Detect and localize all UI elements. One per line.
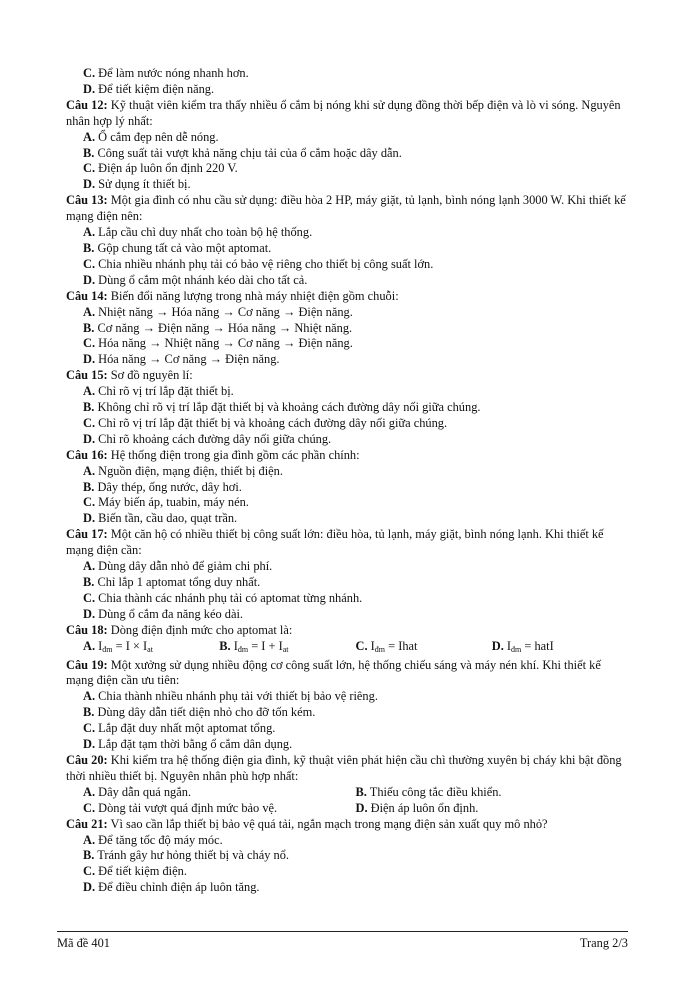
answer-options-row [66, 801, 628, 817]
answer-option [66, 225, 628, 241]
subscript: đm [102, 644, 113, 654]
option-text: = I + I [248, 638, 283, 653]
question [66, 658, 628, 690]
option-text: Để làm nước nóng nhanh hơn. [95, 66, 249, 80]
option-label: D. [83, 272, 96, 287]
option-text: I [367, 638, 375, 653]
question [66, 527, 628, 559]
option-label: D. [83, 880, 96, 895]
option-label: B. [83, 575, 95, 589]
option-text: Nhiệt năng → Hóa năng → Cơ năng → Điện năng. [95, 304, 353, 319]
question-text: Khi kiểm tra hệ thống điện gia đình, kỹ thuật viên phát hiện cầu chì thường xuyên bị cháy khi bật đồng thời nhiều thiết bị. Nguyên nhân phù hợp nhất: [66, 752, 622, 783]
option-label: C. [83, 864, 96, 879]
question-number: Câu 21: [66, 816, 108, 831]
answer-option [66, 177, 628, 193]
option-text: Để điều chỉnh điện áp luôn tăng. [95, 880, 260, 895]
page-number: Trang 2/3 [579, 936, 628, 950]
option-text: I [503, 638, 512, 653]
question [66, 98, 628, 130]
answer-option [66, 833, 628, 849]
option-label: C. [83, 495, 96, 510]
option-text: Để tiết kiệm điện năng. [95, 81, 215, 96]
answer-option [66, 607, 628, 623]
option-text: Chỉ rõ vị trí lắp đặt thiết bị. [95, 384, 234, 399]
option-label: B. [83, 145, 95, 160]
answer-option [83, 639, 219, 658]
answer-option [66, 480, 628, 496]
question-text: Sơ đồ nguyên lí: [107, 368, 193, 383]
option-label: A. [83, 384, 96, 399]
option-text: Lắp cầu chì duy nhất cho toàn bộ hệ thống. [95, 225, 313, 240]
question-number: Câu 12: [66, 97, 108, 112]
answer-option [66, 495, 628, 511]
option-label: B. [83, 240, 95, 255]
subscript: đm [511, 644, 522, 654]
option-text: Hóa năng → Cơ năng → Điện năng. [95, 352, 280, 367]
question-text: Một căn hộ có nhiều thiết bị công suất lớn: điều hòa, tủ lạnh, máy giặt, bình nóng lạnh. Khi thiết kế mạng điện cần: [66, 527, 604, 558]
option-label: A. [83, 559, 96, 574]
option-text: Dùng dây dẫn nhỏ để giảm chi phí. [95, 559, 273, 574]
answer-options-row [66, 785, 628, 801]
answer-option [66, 161, 628, 177]
answer-option [83, 801, 356, 817]
option-text: Biến tần, cầu dao, quạt trần. [95, 511, 238, 526]
option-label: D. [83, 511, 96, 526]
question-text: Vì sao cần lắp thiết bị bảo vệ quá tải, ngắn mạch trong mạng điện sản xuất quy mô nhỏ? [107, 816, 548, 831]
option-text: Dùng ổ cắm một nhánh kéo dài cho tất cả. [95, 272, 308, 287]
answer-option [66, 432, 628, 448]
question [66, 623, 628, 639]
option-label: A. [83, 689, 96, 704]
question-number: Câu 14: [66, 288, 108, 303]
question [66, 289, 628, 305]
answer-option [66, 384, 628, 400]
answer-option [83, 785, 356, 801]
answer-option [66, 591, 628, 607]
answer-option [66, 400, 628, 416]
answer-option [356, 785, 629, 801]
answer-option [66, 416, 628, 432]
exam-content [66, 66, 628, 896]
option-label: B. [83, 848, 95, 863]
option-label: A. [83, 832, 96, 847]
answer-option [66, 66, 628, 82]
option-text: Chỉ rõ khoảng cách đường dây nối giữa chúng. [95, 431, 332, 446]
option-label: A. [83, 784, 96, 799]
option-label: C. [355, 638, 368, 653]
option-label: B. [83, 705, 95, 720]
option-label: A. [83, 463, 96, 478]
question [66, 753, 628, 785]
answer-option [66, 737, 628, 753]
answer-option [66, 257, 628, 273]
option-label: A. [83, 129, 96, 144]
option-label: A. [83, 638, 96, 653]
answer-option [66, 146, 628, 162]
option-label: B. [219, 638, 231, 653]
option-text: Lắp đặt duy nhất một aptomat tổng. [95, 721, 276, 736]
option-label: D. [83, 737, 96, 752]
question-text: Dòng điện định mức cho aptomat là: [107, 622, 293, 637]
option-text: Thiếu công tắc điều khiển. [366, 784, 502, 799]
option-text: I [95, 638, 103, 653]
option-label: C. [83, 721, 96, 736]
answer-option [66, 880, 628, 896]
page-footer [57, 931, 628, 951]
option-text: Chia thành nhiều nhánh phụ tải với thiết bị bảo vệ riêng. [95, 689, 378, 704]
answer-option [66, 511, 628, 527]
option-text: Ổ cắm đẹp nên dễ nóng. [95, 129, 219, 144]
option-text: Sử dụng ít thiết bị. [95, 177, 191, 192]
question-text: Kỹ thuật viên kiểm tra thấy nhiều ổ cắm bị nóng khi sử dụng đồng thời bếp điện và lò vi sóng. Nguyên nhân hợp lý nhất: [66, 97, 621, 128]
option-label: A. [83, 225, 96, 240]
question [66, 368, 628, 384]
option-label: D. [83, 177, 96, 192]
option-label: B. [83, 400, 95, 415]
option-label: B. [355, 784, 367, 799]
option-label: D. [83, 352, 96, 367]
answer-option [66, 559, 628, 575]
option-label: C. [83, 256, 96, 271]
question-number: Câu 16: [66, 447, 108, 462]
subscript: đm [237, 644, 249, 654]
option-text: Tránh gây hư hỏng thiết bị và cháy nổ. [94, 848, 289, 863]
answer-option [219, 639, 355, 658]
answer-option [66, 305, 628, 321]
option-text: Để tiết kiệm điện. [95, 864, 187, 879]
option-text: = I × I [112, 638, 148, 653]
question-text: Hệ thống điện trong gia đình gồm các phần chính: [107, 447, 360, 462]
answer-option [66, 464, 628, 480]
option-text: Lắp đặt tạm thời bằng ổ cắm dân dụng. [95, 737, 293, 752]
question-number: Câu 20: [66, 752, 108, 767]
question-text: Một xưởng sử dụng nhiều động cơ công suất lớn, hệ thống chiếu sáng và máy nén khí. Khi thiết kế mạng điện cần ưu tiên: [66, 657, 601, 688]
subscript: at [282, 644, 289, 654]
option-text: Chia thành các nhánh phụ tải có aptomat từng nhánh. [95, 590, 363, 605]
answer-option [66, 864, 628, 880]
question [66, 817, 628, 833]
option-text: Nguồn điện, mạng điện, thiết bị điện. [95, 463, 283, 478]
option-text: Dây dẫn quá ngắn. [95, 784, 192, 799]
subscript: at [147, 644, 153, 654]
question-text: Một gia đình có nhu cầu sử dụng: điều hòa 2 HP, máy giặt, tủ lạnh, bình nóng lạnh 3000 W. Khi thiết kế mạng điện nên: [66, 193, 626, 224]
option-text: Dây thép, ống nước, dây hơi. [94, 479, 242, 494]
question-number: Câu 13: [66, 193, 108, 208]
answer-option [66, 848, 628, 864]
answer-options-row [66, 639, 628, 658]
option-label: C. [83, 66, 96, 80]
answer-option [66, 705, 628, 721]
question-number: Câu 15: [66, 368, 108, 383]
question-number: Câu 17: [66, 527, 108, 542]
option-label: C. [83, 415, 96, 430]
option-text: Dùng dây dẫn tiết diện nhỏ cho đỡ tốn kém. [94, 705, 316, 720]
option-text: Chỉ lắp 1 aptomat tổng duy nhất. [94, 575, 261, 589]
question-number: Câu 18: [66, 622, 108, 637]
option-text: Dùng ổ cắm đa năng kéo dài. [95, 606, 244, 621]
answer-option [66, 82, 628, 98]
answer-option [492, 639, 628, 658]
option-text: Máy biến áp, tuabin, máy nén. [95, 495, 249, 510]
option-text: Chỉ rõ vị trí lắp đặt thiết bị và khoảng cách đường dây nối giữa chúng. [95, 415, 448, 430]
option-text: Để tăng tốc độ máy móc. [95, 832, 223, 847]
option-label: C. [83, 590, 96, 605]
answer-option [66, 241, 628, 257]
answer-option [356, 801, 629, 817]
option-label: B. [83, 320, 95, 335]
option-label: D. [491, 638, 504, 653]
option-text: Hóa năng → Nhiệt năng → Cơ năng → Điện năng. [95, 336, 353, 351]
answer-option [66, 321, 628, 337]
option-text: Chia nhiều nhánh phụ tải có bảo vệ riêng cho thiết bị công suất lớn. [95, 256, 434, 271]
option-text: Không chỉ rõ vị trí lắp đặt thiết bị và khoảng cách đường dây nối giữa chúng. [94, 400, 481, 415]
exam-code: Mã đề 401 [57, 936, 110, 950]
option-label: D. [83, 81, 96, 96]
option-text: Cơ năng → Điện năng → Hóa năng → Nhiệt năng. [94, 320, 353, 335]
option-text: = Ihat [385, 638, 418, 653]
answer-option [66, 336, 628, 352]
answer-option [66, 689, 628, 705]
question [66, 448, 628, 464]
option-text: Công suất tải vượt khả năng chịu tải của ổ cắm hoặc dây dẫn. [94, 145, 402, 160]
option-label: C. [83, 336, 96, 351]
option-label: D. [83, 606, 96, 621]
answer-option [66, 721, 628, 737]
subscript: đm [374, 644, 386, 654]
option-text: Dòng tải vượt quá định mức bảo vệ. [95, 800, 278, 815]
question [66, 193, 628, 225]
option-text: Gộp chung tất cả vào một aptomat. [94, 240, 272, 255]
question-text: Biến đổi năng lượng trong nhà máy nhiệt điện gồm chuỗi: [107, 288, 399, 303]
option-text: Điện áp luôn ổn định. [367, 800, 479, 815]
option-label: C. [83, 161, 96, 176]
answer-option [66, 130, 628, 146]
answer-option [356, 639, 492, 658]
question-number: Câu 19: [66, 657, 108, 672]
answer-option [66, 575, 628, 591]
option-label: C. [83, 800, 96, 815]
option-label: D. [355, 800, 368, 815]
option-text: I [230, 638, 238, 653]
answer-option [66, 352, 628, 368]
option-text: = hatI [521, 638, 554, 653]
option-label: B. [83, 479, 95, 494]
answer-option [66, 273, 628, 289]
option-label: A. [83, 304, 96, 319]
option-label: D. [83, 431, 96, 446]
option-text: Điện áp luôn ổn định 220 V. [95, 161, 238, 176]
